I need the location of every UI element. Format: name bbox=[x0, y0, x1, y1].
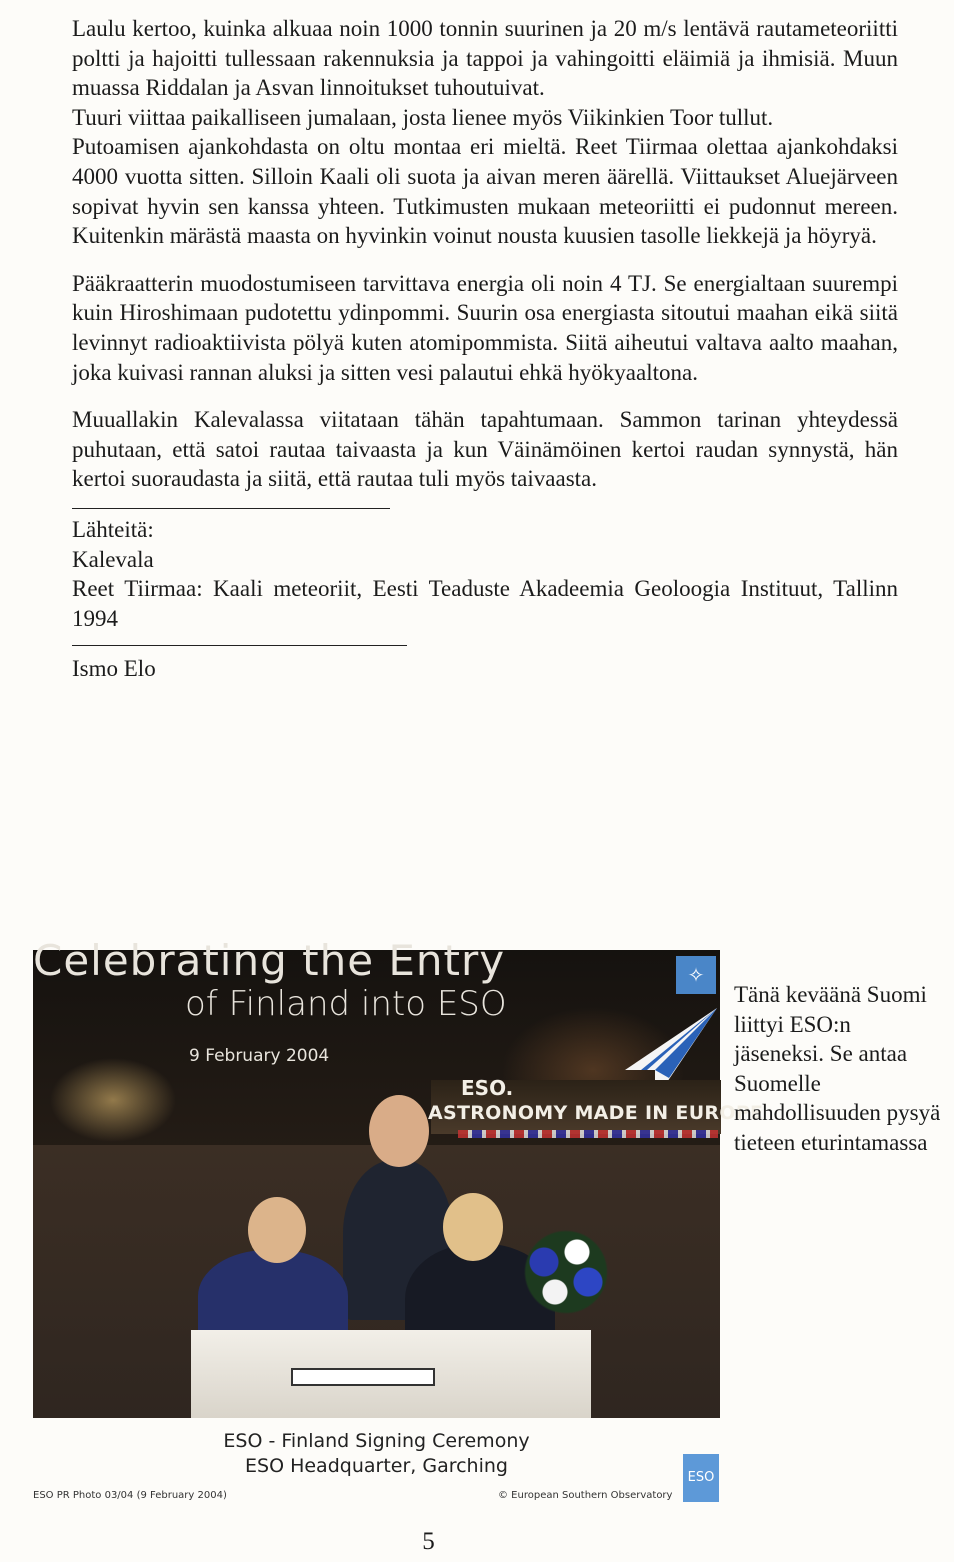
sources-heading: Lähteitä: bbox=[72, 516, 154, 542]
author-name: Ismo Elo bbox=[72, 656, 156, 682]
eso-small-logo-icon: ESO bbox=[683, 1454, 719, 1502]
standing-man-head bbox=[369, 1095, 429, 1167]
paragraph-energy: Pääkraatterin muodostumiseen tarvittava energia oli noin 4 TJ. Se energialtaan suurempi kuin Hiroshimaan pudotettu ydinpommi. Suurin osa energiasta sitoutui maahan eikä siitä levinnyt radioaktiivista pölyä kuten atomipommista. Siitä aiheutui valtava aalto maahan, joka kuivasi rannan aluksi ja sitten vesi palautui ehkä hyökyaaltona. bbox=[72, 270, 898, 385]
divider-rule bbox=[72, 645, 407, 646]
signing-ceremony-photo bbox=[33, 936, 764, 1418]
banner-title-line1: Celebrating the Entry bbox=[33, 936, 506, 985]
seated-woman-right-head bbox=[443, 1193, 503, 1261]
source-item: Kalevala bbox=[72, 546, 154, 572]
source-item: Reet Tiirmaa: Kaali meteoriit, Eesti Teaduste Akadeemia Geoloogia Instituut, Tallinn 1994 bbox=[72, 576, 898, 631]
banner-title-line2: of Finland into ESO bbox=[185, 984, 507, 1024]
photo-caption-title: ESO - Finland Signing Ceremony bbox=[223, 1430, 530, 1452]
paragraph-tuuri: Tuuri viittaa paikalliseen jumalaan, josta lienee myös Viikinkien Toor tullut. bbox=[72, 104, 774, 130]
photo-credit-copyright: © European Southern Observatory bbox=[498, 1490, 673, 1501]
divider-rule bbox=[72, 508, 390, 509]
flags-row-icon bbox=[458, 1130, 718, 1138]
banner-date: 9 February 2004 bbox=[189, 1046, 330, 1066]
signed-document bbox=[291, 1368, 435, 1386]
side-caption: Tänä keväänä Suomi liittyi ESO:n jäseneksi. Se antaa Suomelle mahdollisuuden pysyä tieteen eturintamassa bbox=[734, 982, 941, 1155]
flower-bouquet bbox=[511, 1222, 621, 1322]
paragraph-meteorite-song: Laulu kertoo, kuinka alkuaa noin 1000 tonnin suurinen ja 20 m/s lentävä rautameteoriitti poltti ja hajoitti tullessaan rakennuksia ja tappoi ja vahingoitti eläimiä ja ihmisiä. Muun muassa Riddalan ja Asvan linnoitukset tuhoutuivat. bbox=[72, 16, 898, 101]
photo-credit-id: ESO PR Photo 03/04 (9 February 2004) bbox=[33, 1490, 227, 1501]
eso-tagline: ASTRONOMY MADE IN EUROPE bbox=[428, 1102, 764, 1124]
paragraph-timing: Putoamisen ajankohdasta on oltu montaa eri mieltä. Reet Tiirmaa olettaa ajankohdaksi 4000 vuotta sitten. Silloin Kaali oli suota ja aivan meren äärellä. Viittaukset Aluejärveen sopivat hyvin sen kanssa yhteen. Tutkimusten mukaan meteoriitti ei pudonnut mereen. Kuitenkin märästä maasta on hyvinkin voinut nousta kuusien tasolle liekkejä ja höyryä. bbox=[72, 134, 898, 249]
eso-logo-icon: ✧ bbox=[676, 956, 716, 994]
page-number: 5 bbox=[422, 1528, 435, 1555]
eso-label: ESO. bbox=[461, 1076, 514, 1100]
article-body bbox=[72, 14, 898, 684]
seated-woman-left-head bbox=[248, 1197, 306, 1263]
photo-caption-location: ESO Headquarter, Garching bbox=[245, 1455, 508, 1477]
paragraph-kalevala: Muuallakin Kalevalassa viitataan tähän tapahtumaan. Sammon tarinan yhteydessä puhutaan, että satoi rautaa taivaasta ja kun Väinämöinen kertoi raudan synnystä, hän kertoi suoraudasta ja siitä, että rautaa tuli myös taivaasta. bbox=[72, 407, 898, 492]
